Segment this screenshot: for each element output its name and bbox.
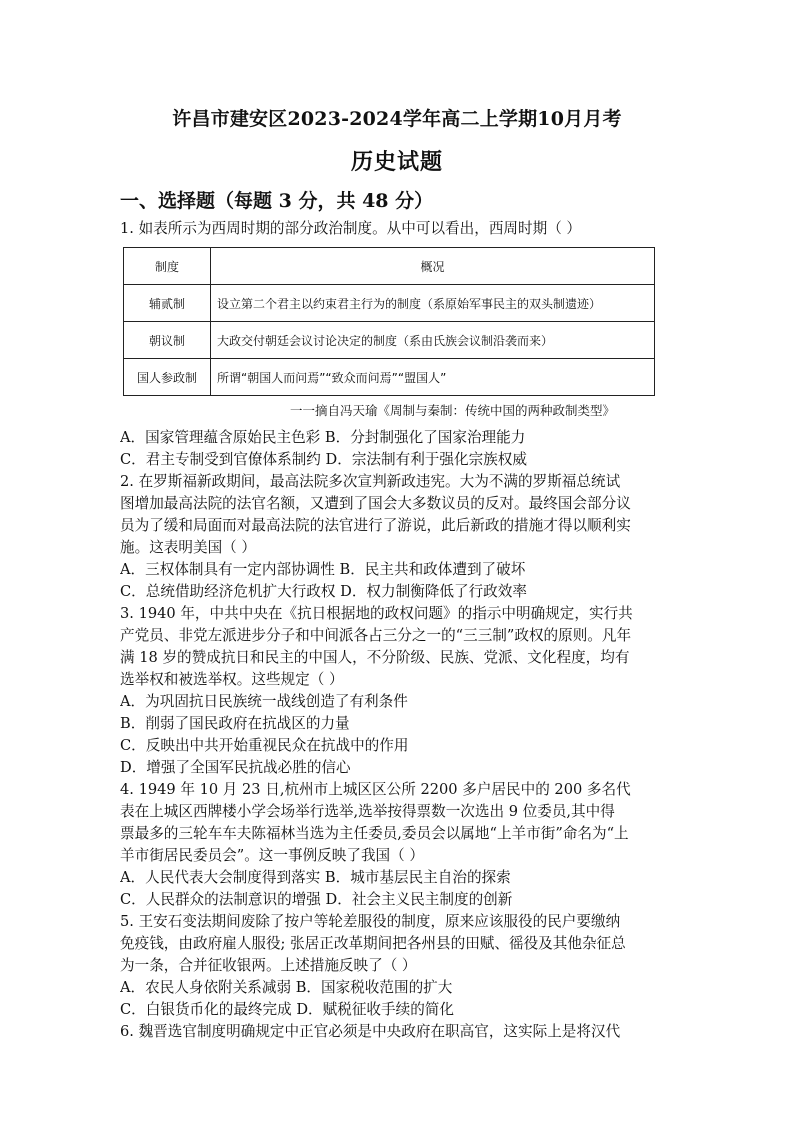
- question-3-line: 产党员、非党左派进步分子和中间派各占三分之一的“三三制”政权的原则。凡年: [120, 627, 632, 644]
- question-3-option-b: B．削弱了国民政府在抗战区的力量: [120, 715, 350, 732]
- question-3-line: 选举权和被选举权。这些规定（ ）: [120, 671, 344, 688]
- question-2-line: 施。这表明美国（ ）: [120, 539, 256, 556]
- section-heading: 一、选择题（每题 3 分，共 48 分）: [120, 190, 434, 212]
- question-1-stem: 1. 如表所示为西周时期的部分政治制度。从中可以看出，西周时期（ ）: [120, 220, 582, 237]
- table-cell: 朝议制: [124, 322, 211, 359]
- table-cell: 大政交付朝廷会议讨论决定的制度（系由氏族会议制沿袭而来）: [211, 322, 655, 359]
- question-1-options-cd: C．君主专制受到官僚体系制约 D．宗法制有利于强化宗族权威: [120, 451, 527, 468]
- question-4-options-ab: A．人民代表大会制度得到落实 B．城市基层民主自治的探索: [120, 869, 511, 886]
- table-header-cell: 制度: [124, 248, 211, 285]
- table-row: [124, 359, 655, 396]
- question-3-line: 满 18 岁的赞成抗日和民主的中国人，不分阶级、民族、党派、文化程度，均有: [120, 649, 630, 666]
- question-2-options-cd: C．总统借助经济危机扩大行政权 D．权力制衡降低了行政效率: [120, 583, 527, 600]
- question-5-options-cd: C．白银货币化的最终完成 D．赋税征收手续的简化: [120, 1001, 454, 1018]
- question-2-options-ab: A．三权体制具有一定内部协调性 B．民主共和政体遭到了破坏: [120, 561, 526, 578]
- question-5-options-ab: A．农民人身依附关系减弱 B．国家税收范围的扩大: [120, 979, 453, 996]
- table-row: [124, 285, 655, 322]
- question-4-line: 票最多的三轮车车夫陈福林当选为主任委员,委员会以属地“上羊市街”命名为“上: [120, 825, 629, 842]
- question-5-line: 免疫钱，由政府雇人服役; 张居正改革期间把各州县的田赋、徭役及其他杂征总: [120, 935, 626, 952]
- question-3-option-c: C．反映出中共开始重视民众在抗战中的作用: [120, 737, 409, 754]
- question-2-line: 2. 在罗斯福新政期间，最高法院多次宣判新政违宪。大为不满的罗斯福总统试: [120, 473, 621, 490]
- table-cell: 辅贰制: [124, 285, 211, 322]
- system-table: [123, 247, 655, 396]
- table-cell: 国人参政制: [124, 359, 211, 396]
- question-6-line: 6. 魏晋选官制度明确规定中正官必须是中央政府在职高官，这实际上是将汉代: [120, 1023, 621, 1040]
- question-4-line: 羊市街居民委员会”。这一事例反映了我国（ ）: [120, 847, 424, 864]
- question-2-line: 图增加最高法院的法官名额，又遭到了国会大多数议员的反对。最终国会部分议: [120, 495, 631, 512]
- question-4-line: 表在上城区西牌楼小学会场举行选举,选举按得票数一次选出 9 位委员,其中得: [120, 803, 615, 820]
- question-3-option-a: A．为巩固抗日民族统一战线创造了有利条件: [120, 693, 408, 710]
- question-4-line: 4. 1949 年 10 月 23 日,杭州市上城区区公所 2200 多户居民中的 200 多名代: [120, 781, 631, 798]
- question-3-option-d: D．增强了全国军民抗战必胜的信心: [120, 759, 351, 776]
- question-1-options-ab: A．国家管理蕴含原始民主色彩 B．分封制强化了国家治理能力: [120, 429, 526, 446]
- table-source: 一一摘自冯天瑜《周制与秦制：传统中国的两种政制类型》: [290, 403, 616, 418]
- question-3-line: 3. 1940 年，中共中央在《抗日根据地的政权问题》的指示中明确规定，实行共: [120, 605, 633, 622]
- table-cell: 所谓“朝国人而问焉”“致众而问焉”“盟国人”: [211, 359, 655, 396]
- table-header-cell: 概况: [211, 248, 655, 285]
- exam-title: 许昌市建安区2023-2024学年高二上学期10月月考: [172, 108, 622, 130]
- subject-title: 历史试题: [350, 149, 443, 175]
- table-cell: 设立第二个君主以约束君主行为的制度（系原始军事民主的双头制遗迹）: [211, 285, 655, 322]
- question-5-line: 为一条，合并征收银两。上述措施反映了（ ）: [120, 957, 417, 974]
- question-2-line: 员为了缓和局面而对最高法院的法官进行了游说，此后新政的措施才得以顺利实: [120, 517, 631, 534]
- question-4-options-cd: C．人民群众的法制意识的增强 D．社会主义民主制度的创新: [120, 891, 513, 908]
- table-row: [124, 322, 655, 359]
- table-header-row: [124, 248, 655, 285]
- question-5-line: 5. 王安石变法期间废除了按户等轮差服役的制度，原来应该服役的民户要缴纳: [120, 913, 621, 930]
